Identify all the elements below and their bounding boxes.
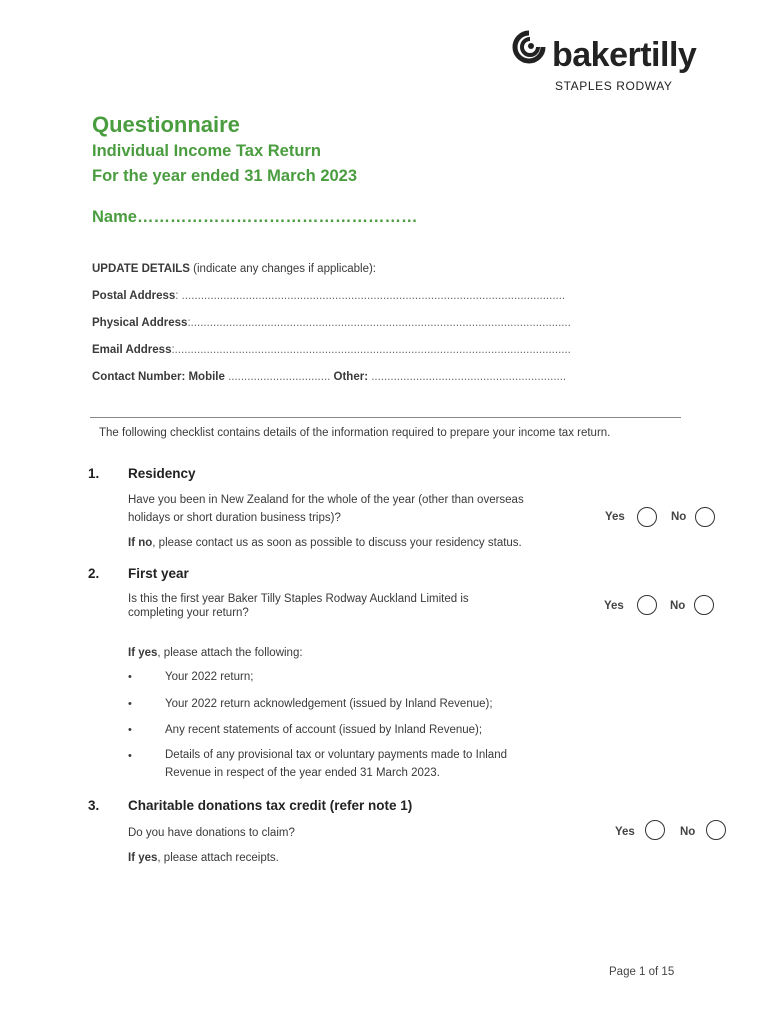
residency-note [128, 535, 522, 552]
note-text: , please contact us as soon as possible to discuss your residency status. [152, 537, 522, 549]
note-text: , please attach the following: [157, 647, 303, 659]
email-address-label: Email Address [92, 344, 172, 356]
note-text: , please attach receipts. [157, 852, 279, 864]
no-label: No [680, 826, 696, 838]
bullet-icon: • [128, 750, 132, 762]
contact-other-dots: ............................................................. [368, 371, 567, 383]
section-heading-first-year: First year [128, 566, 189, 581]
first-year-yes-radio[interactable] [637, 595, 657, 615]
list-item: Details of any provisional tax or voluntary payments made to Inland [165, 749, 507, 761]
section-divider [90, 417, 681, 418]
checklist-intro: The following checklist contains details of the information required to prepare your income tax return. [99, 427, 611, 439]
name-field[interactable]: Name…………………………………………… [92, 208, 418, 226]
list-item-continuation: Revenue in respect of the year ended 31 March 2023. [165, 767, 440, 779]
contact-number-field[interactable] [92, 371, 566, 383]
section-number: 3. [88, 798, 100, 813]
no-label: No [670, 600, 686, 612]
page-number: Page 1 of 15 [609, 966, 675, 978]
postal-address-dots: : ........................................................................................................................ [175, 290, 566, 302]
bullet-icon: • [128, 698, 132, 710]
donations-question: Do you have donations to claim? [128, 827, 295, 839]
donations-note [128, 850, 279, 867]
logo-wordmark: bakertilly [552, 36, 697, 74]
email-address-field[interactable] [92, 344, 571, 356]
contact-mobile-label: Contact Number: Mobile [92, 371, 225, 383]
tax-year-subtitle: For the year ended 31 March 2023 [92, 167, 358, 185]
list-item: Your 2022 return acknowledgement (issued by Inland Revenue); [165, 698, 493, 710]
update-details-line [92, 263, 376, 275]
first-year-no-radio[interactable] [694, 595, 714, 615]
section-heading-residency: Residency [128, 466, 196, 481]
note-emphasis: If yes [128, 647, 158, 659]
list-item: Any recent statements of account (issued by Inland Revenue); [165, 724, 483, 736]
yes-label: Yes [605, 511, 625, 523]
first-year-question-line-2: completing your return? [128, 607, 249, 619]
yes-label: Yes [604, 600, 624, 612]
donations-yes-radio[interactable] [645, 820, 665, 840]
update-details-note: (indicate any changes if applicable): [189, 263, 376, 275]
update-details-label: UPDATE DETAILS [92, 263, 190, 275]
list-item: Your 2022 return; [165, 671, 254, 683]
residency-yes-radio[interactable] [637, 507, 657, 527]
section-heading-donations: Charitable donations tax credit (refer note 1) [128, 798, 413, 813]
page-subtitle: Individual Income Tax Return [92, 142, 321, 160]
residency-question-line-1: Have you been in New Zealand for the whole of the year (other than overseas [128, 494, 524, 506]
residency-no-radio[interactable] [695, 507, 715, 527]
page-title: Questionnaire [92, 112, 240, 137]
section-number: 1. [88, 466, 100, 481]
contact-other-label: Other: [333, 371, 369, 383]
physical-address-dots: :....................................................................................................................... [187, 317, 571, 329]
bullet-icon: • [128, 724, 132, 736]
note-emphasis: If no [128, 537, 153, 549]
note-emphasis: If yes [128, 852, 158, 864]
yes-label: Yes [615, 826, 635, 838]
logo-subtitle: STAPLES RODWAY [555, 79, 673, 93]
bullet-icon: • [128, 671, 132, 683]
first-year-question-line-1: Is this the first year Baker Tilly Staples Rodway Auckland Limited is [128, 593, 469, 605]
section-number: 2. [88, 566, 100, 581]
logo-mark-icon [512, 30, 548, 71]
donations-no-radio[interactable] [706, 820, 726, 840]
postal-address-label: Postal Address [92, 290, 176, 302]
postal-address-field[interactable] [92, 290, 565, 302]
first-year-note [128, 645, 303, 662]
email-address-dots: :............................................................................................................................ [171, 344, 571, 356]
no-label: No [671, 511, 687, 523]
contact-mobile-dots: ................................ [224, 371, 334, 383]
physical-address-label: Physical Address [92, 317, 188, 329]
residency-question-line-2: holidays or short duration business trips)? [128, 512, 341, 524]
physical-address-field[interactable] [92, 317, 571, 329]
